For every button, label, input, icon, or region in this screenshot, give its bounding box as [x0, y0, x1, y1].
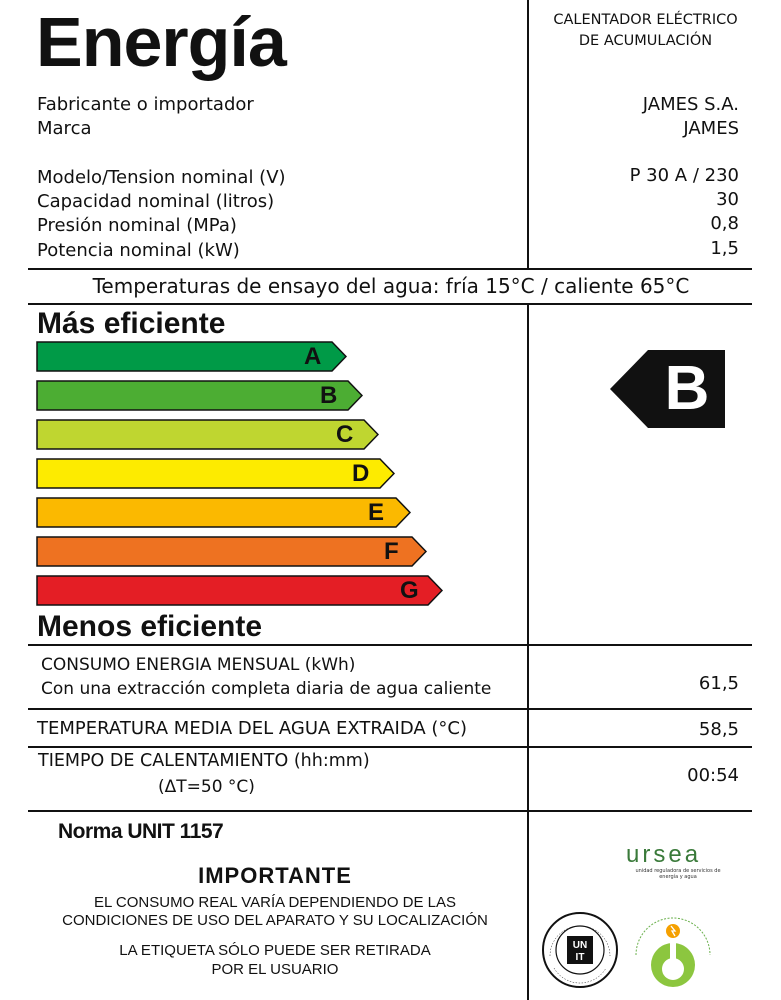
rule-consumption-bottom — [28, 708, 752, 710]
most-efficient-label: Más eficiente — [37, 307, 226, 340]
consumption-value: 61,5 — [698, 673, 739, 694]
consumption-sublabel: Con una extracción completa diaria de agua caliente — [41, 679, 492, 699]
svg-text:UN: UN — [572, 940, 588, 951]
efficiency-bar-letter: E — [368, 499, 385, 526]
efficiency-bar-a — [36, 341, 347, 372]
svg-text:IT: IT — [575, 952, 585, 963]
rule-temps-top — [28, 268, 752, 270]
product-type — [538, 10, 753, 52]
rule-temps-bottom — [28, 303, 752, 305]
model-label: Modelo/Tension nominal (V) — [37, 167, 286, 188]
label-title: Energía — [36, 3, 286, 81]
important-line4: POR EL USUARIO — [211, 961, 339, 978]
power-value: 1,5 — [710, 238, 739, 259]
efficiency-bar-c — [36, 419, 379, 450]
norma-label: Norma UNIT 1157 — [58, 820, 224, 843]
manufacturer-value: JAMES S.A. — [642, 94, 739, 115]
efficiency-bar-d — [36, 458, 395, 489]
product-type-line2: DE ACUMULACIÓN — [578, 33, 713, 49]
efficiency-seal-icon — [626, 905, 720, 995]
heating-time-label: TIEMPO DE CALENTAMIENTO (hh:mm) — [38, 751, 370, 771]
least-efficient-label: Menos eficiente — [37, 610, 263, 643]
capacity-value: 30 — [716, 189, 739, 210]
important-title: IMPORTANTE — [198, 863, 352, 888]
important-line2: CONDICIONES DE USO DEL APARATO Y SU LOCALIZACIÓN — [62, 912, 488, 929]
efficiency-bar-letter: C — [336, 421, 354, 448]
efficiency-bar-letter: B — [320, 382, 338, 409]
rule-footer-top — [28, 810, 752, 812]
pressure-value: 0,8 — [710, 213, 739, 234]
important-line3: LA ETIQUETA SÓLO PUEDE SER RETIRADA — [119, 942, 431, 959]
rating-letter: B — [664, 354, 710, 423]
efficiency-bar-g — [36, 575, 443, 606]
consumption-label: CONSUMO ENERGIA MENSUAL (kWh) — [41, 655, 356, 675]
efficiency-bar-letter: D — [352, 460, 370, 487]
power-label: Potencia nominal (kW) — [37, 240, 240, 261]
important-line1: EL CONSUMO REAL VARÍA DEPENDIENDO DE LAS — [93, 894, 457, 911]
efficiency-bar-f — [36, 536, 427, 567]
efficiency-bar-b — [36, 380, 363, 411]
efficiency-bar-letter: A — [304, 343, 322, 370]
avg-temperature-value: 58,5 — [698, 719, 739, 740]
heating-time-value: 00:54 — [687, 765, 739, 786]
brand-value: JAMES — [683, 118, 739, 139]
avg-temperature-label: TEMPERATURA MEDIA DEL AGUA EXTRAIDA (°C) — [37, 718, 468, 739]
product-type-line1: CALENTADOR ELÉCTRICO — [553, 12, 738, 28]
body-divider — [527, 304, 529, 1000]
header-divider — [527, 0, 529, 268]
brand-label: Marca — [37, 118, 92, 139]
manufacturer-label: Fabricante o importador — [37, 94, 254, 115]
ursea-logo: ursea — [626, 841, 702, 868]
heating-time-sublabel: (ΔT=50 °C) — [158, 777, 255, 797]
test-temperatures: Temperaturas de ensayo del agua: fría 15°C / caliente 65°C — [92, 274, 690, 298]
efficiency-bar-letter: G — [400, 577, 419, 604]
pressure-label: Presión nominal (MPa) — [37, 215, 237, 236]
rule-temperature-bottom — [28, 746, 752, 748]
unit-seal-icon — [540, 910, 620, 990]
ursea-subtitle: unidad reguladora de servicios de energía y agua — [635, 868, 721, 880]
efficiency-bar-e — [36, 497, 411, 528]
capacity-label: Capacidad nominal (litros) — [37, 191, 275, 212]
model-value: P 30 A / 230 — [629, 165, 739, 186]
efficiency-bar-letter: F — [384, 538, 399, 565]
